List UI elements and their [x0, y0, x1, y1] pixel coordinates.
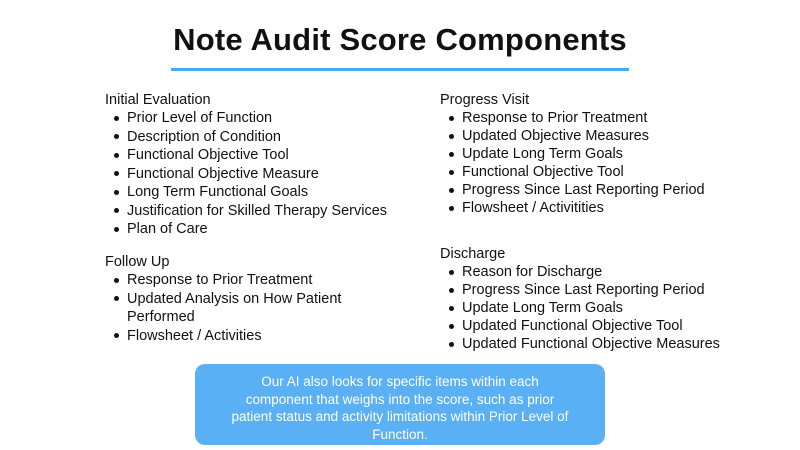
bullet-icon — [449, 306, 454, 311]
bullet-icon — [449, 324, 454, 329]
list-item — [440, 263, 770, 281]
list-item — [440, 199, 770, 217]
list-item — [105, 327, 365, 346]
list-item — [105, 290, 365, 327]
list-item-label: Updated Functional Objective Tool — [462, 318, 683, 334]
bullet-icon — [114, 171, 119, 176]
list-item — [440, 335, 770, 353]
list-item — [440, 281, 770, 299]
list-item-label: Response to Prior Treatment — [462, 110, 648, 126]
list-item — [105, 109, 405, 128]
list-item-label: Prior Level of Function — [127, 110, 273, 126]
bullet-icon — [449, 152, 454, 157]
bullet-icon — [114, 296, 119, 301]
list-item-label: Functional Objective Tool — [127, 147, 289, 163]
section-follow-up — [105, 253, 365, 345]
bullet-icon — [449, 270, 454, 275]
bullet-icon — [449, 342, 454, 347]
bullet-icon — [114, 278, 119, 283]
section-initial-evaluation — [105, 91, 405, 239]
list-item — [440, 145, 770, 163]
callout-text: Our AI also looks for specific items within each component that weighs into the score, such as prior patient status and activity limitations within Prior Level of Function. — [231, 374, 569, 442]
bullet-icon — [114, 333, 119, 338]
list-item-label: Reason for Discharge — [462, 264, 603, 280]
list-item-label: Plan of Care — [127, 221, 208, 237]
bullet-icon — [449, 170, 454, 175]
bullet-icon — [449, 206, 454, 211]
bullet-icon — [449, 134, 454, 139]
bullet-icon — [114, 227, 119, 232]
bullet-icon — [114, 116, 119, 121]
list-initial-evaluation — [105, 109, 405, 239]
list-item — [440, 163, 770, 181]
list-progress-visit — [440, 109, 770, 217]
list-item-label: Progress Since Last Reporting Period — [462, 182, 705, 198]
list-item-label: Justification for Skilled Therapy Services — [127, 202, 388, 219]
list-item — [105, 220, 405, 239]
bullet-icon — [114, 208, 119, 213]
list-item — [440, 299, 770, 317]
section-discharge — [440, 245, 770, 353]
section-heading-progress-visit: Progress Visit — [440, 92, 530, 108]
bullet-icon — [114, 153, 119, 158]
ai-info-callout — [195, 364, 605, 445]
list-item — [105, 128, 405, 147]
section-heading-discharge: Discharge — [440, 246, 506, 262]
section-progress-visit — [440, 91, 770, 217]
list-discharge — [440, 263, 770, 353]
bullet-icon — [449, 288, 454, 293]
list-item — [105, 271, 365, 290]
list-item-label: Updated Functional Objective Measures — [462, 336, 720, 352]
list-item — [105, 146, 405, 165]
list-item-label: Functional Objective Measure — [127, 165, 319, 182]
list-item-label: Flowsheet / Activities — [127, 327, 262, 344]
bullet-icon — [114, 134, 119, 139]
list-item-label: Long Term Functional Goals — [127, 184, 309, 200]
list-item-label: Updated Objective Measures — [462, 128, 649, 144]
list-item — [440, 127, 770, 145]
list-item — [105, 165, 405, 184]
list-item — [105, 183, 405, 202]
list-item-label: Updated Analysis on How Patient Performed — [127, 290, 342, 325]
list-item-label: Flowsheet / Activitities — [462, 200, 604, 216]
list-item-label: Update Long Term Goals — [462, 300, 623, 316]
list-item — [440, 109, 770, 127]
bullet-icon — [449, 188, 454, 193]
list-follow-up — [105, 271, 365, 345]
list-item-label: Progress Since Last Reporting Period — [462, 282, 705, 298]
page-title: Note Audit Score Components — [173, 22, 627, 57]
list-item-label: Response to Prior Treatment — [127, 272, 313, 288]
title-underline — [171, 68, 629, 71]
list-item-label: Update Long Term Goals — [462, 146, 623, 162]
bullet-icon — [114, 190, 119, 195]
list-item-label: Description of Condition — [127, 128, 281, 145]
list-item-label: Functional Objective Tool — [462, 164, 624, 180]
bullet-icon — [449, 116, 454, 121]
list-item — [105, 202, 405, 221]
section-heading-initial-evaluation: Initial Evaluation — [105, 92, 211, 108]
list-item — [440, 317, 770, 335]
list-item — [440, 181, 770, 199]
section-heading-follow-up: Follow Up — [105, 254, 170, 270]
